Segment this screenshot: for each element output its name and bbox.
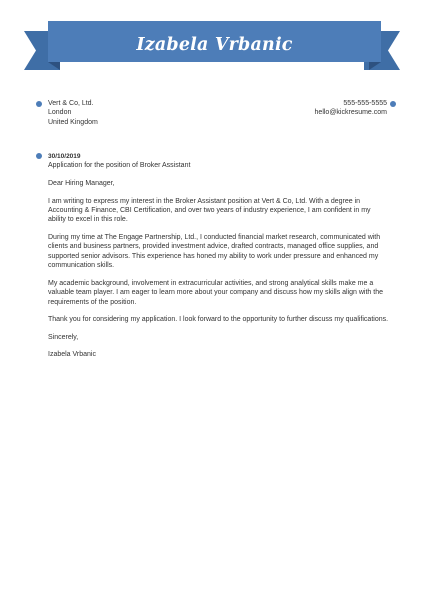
sender-company: Vert & Co, Ltd. bbox=[48, 100, 94, 107]
signature: Izabela Vrbanic bbox=[48, 351, 96, 359]
sender-city: London bbox=[48, 109, 72, 117]
letter-subject: Application for the position of Broker Assistant bbox=[48, 162, 191, 169]
sender-bullet-icon bbox=[36, 101, 42, 107]
applicant-name: Izabela Vrbanic bbox=[136, 35, 293, 55]
phone-number: 555-555-5555 bbox=[343, 100, 387, 107]
paragraph-4: Thank you for considering my application. I look forward to the opportunity to further discuss my qualifications. bbox=[48, 316, 389, 324]
email-address: hello@kickresume.com bbox=[314, 109, 387, 117]
date-bullet-icon bbox=[36, 153, 42, 159]
closing: Sincerely, bbox=[48, 333, 79, 341]
letter-date: 30/10/2019 bbox=[48, 153, 81, 160]
sender-address bbox=[48, 99, 98, 127]
greeting: Dear Hiring Manager, bbox=[48, 180, 115, 187]
paragraph-1: I am writing to express my interest in the Broker Assistant position at Vert & Co, Ltd. With a degree in Accounting & Finance, CBI Certification, and over two years of industry experience, I am confident in my ability to excel in this role. bbox=[48, 197, 371, 224]
paragraph-3: My academic background, involvement in extracurricular activities, and strong analytical skills make me a valuable team player. I am eager to learn more about your company and discuss how my skills align with the requirements of the position. bbox=[48, 279, 384, 306]
contact-info bbox=[315, 99, 387, 118]
sender-country: United Kingdom bbox=[48, 118, 98, 126]
contact-bullet-icon bbox=[390, 101, 396, 107]
letter-body bbox=[48, 179, 390, 368]
paragraph-2: During my time at The Engage Partnership, Ltd., I conducted financial market research, communicated with clients and business partners, provided investment advice, drafted contracts, managed office supplies, and supported senior advisors. This experience has honed my ability to work under pressure and enhanced my communication skills. bbox=[48, 234, 381, 270]
